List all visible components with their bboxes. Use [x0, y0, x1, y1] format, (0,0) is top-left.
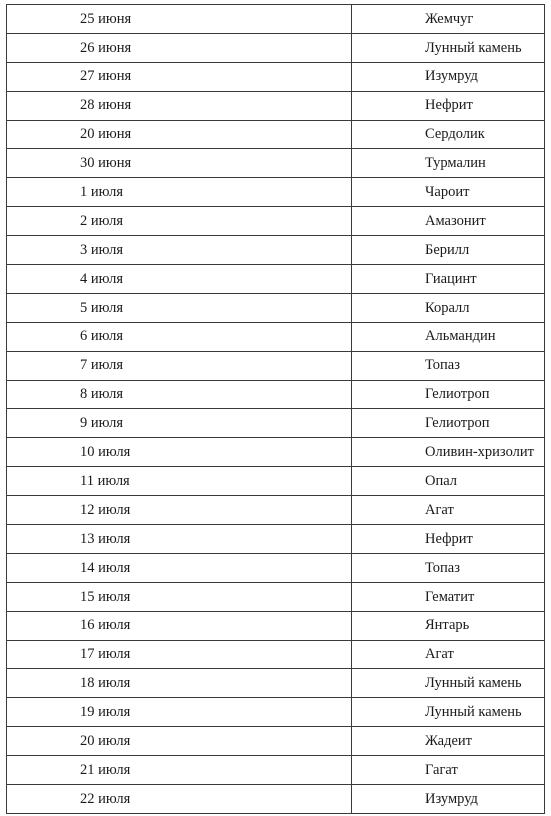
table-row — [7, 62, 545, 91]
stone-cell: Жемчуг — [352, 5, 545, 34]
date-cell: 12 июля — [7, 496, 352, 525]
date-cell: 3 июля — [7, 236, 352, 265]
date-cell: 11 июля — [7, 467, 352, 496]
table-row — [7, 91, 545, 120]
date-cell: 9 июля — [7, 409, 352, 438]
date-cell: 6 июля — [7, 322, 352, 351]
stone-cell: Лунный камень — [352, 698, 545, 727]
stone-cell: Опал — [352, 467, 545, 496]
table-row — [7, 582, 545, 611]
stone-cell: Нефрит — [352, 525, 545, 554]
date-cell: 26 июня — [7, 33, 352, 62]
date-cell: 19 июля — [7, 698, 352, 727]
table-row — [7, 207, 545, 236]
table-row — [7, 698, 545, 727]
table-row — [7, 236, 545, 265]
birthstone-table — [6, 4, 545, 814]
stone-cell: Коралл — [352, 293, 545, 322]
table-body — [7, 5, 545, 814]
stone-cell: Гелиотроп — [352, 380, 545, 409]
date-cell: 5 июля — [7, 293, 352, 322]
table-row — [7, 5, 545, 34]
date-cell: 8 июля — [7, 380, 352, 409]
date-cell: 25 июня — [7, 5, 352, 34]
stone-cell: Лунный камень — [352, 33, 545, 62]
stone-cell: Чароит — [352, 178, 545, 207]
date-cell: 14 июля — [7, 553, 352, 582]
table-row — [7, 33, 545, 62]
stone-cell: Лунный камень — [352, 669, 545, 698]
date-cell: 10 июля — [7, 438, 352, 467]
date-cell: 18 июля — [7, 669, 352, 698]
stone-cell: Нефрит — [352, 91, 545, 120]
table-row — [7, 785, 545, 814]
stone-cell: Изумруд — [352, 62, 545, 91]
stone-cell: Амазонит — [352, 207, 545, 236]
date-cell: 30 июня — [7, 149, 352, 178]
stone-cell: Агат — [352, 496, 545, 525]
table-row — [7, 322, 545, 351]
date-cell: 20 июля — [7, 727, 352, 756]
table-row — [7, 178, 545, 207]
table-row — [7, 611, 545, 640]
stone-cell: Жадеит — [352, 727, 545, 756]
table-row — [7, 640, 545, 669]
table-row — [7, 525, 545, 554]
table-row — [7, 467, 545, 496]
date-cell: 1 июля — [7, 178, 352, 207]
date-cell: 2 июля — [7, 207, 352, 236]
date-cell: 27 июня — [7, 62, 352, 91]
date-cell: 17 июля — [7, 640, 352, 669]
table-row — [7, 265, 545, 294]
table-row — [7, 149, 545, 178]
stone-cell: Гиацинт — [352, 265, 545, 294]
table-row — [7, 496, 545, 525]
stone-cell: Турмалин — [352, 149, 545, 178]
date-cell: 7 июля — [7, 351, 352, 380]
table-row — [7, 120, 545, 149]
table-row — [7, 669, 545, 698]
table-row — [7, 727, 545, 756]
date-cell: 28 июня — [7, 91, 352, 120]
date-cell: 16 июля — [7, 611, 352, 640]
table-row — [7, 438, 545, 467]
stone-cell: Агат — [352, 640, 545, 669]
date-cell: 15 июля — [7, 582, 352, 611]
date-cell: 22 июля — [7, 785, 352, 814]
table-row — [7, 380, 545, 409]
stone-cell: Гелиотроп — [352, 409, 545, 438]
stone-cell: Берилл — [352, 236, 545, 265]
date-cell: 20 июня — [7, 120, 352, 149]
stone-cell: Топаз — [352, 553, 545, 582]
table-row — [7, 756, 545, 785]
table-row — [7, 409, 545, 438]
stone-cell: Альмандин — [352, 322, 545, 351]
stone-cell: Изумруд — [352, 785, 545, 814]
stone-cell: Гематит — [352, 582, 545, 611]
table-row — [7, 553, 545, 582]
table-row — [7, 351, 545, 380]
stone-cell: Сердолик — [352, 120, 545, 149]
table-row — [7, 293, 545, 322]
stone-cell: Гагат — [352, 756, 545, 785]
stone-cell: Янтарь — [352, 611, 545, 640]
date-cell: 13 июля — [7, 525, 352, 554]
date-cell: 4 июля — [7, 265, 352, 294]
stone-cell: Топаз — [352, 351, 545, 380]
date-cell: 21 июля — [7, 756, 352, 785]
stone-cell: Оливин-хризолит — [352, 438, 545, 467]
